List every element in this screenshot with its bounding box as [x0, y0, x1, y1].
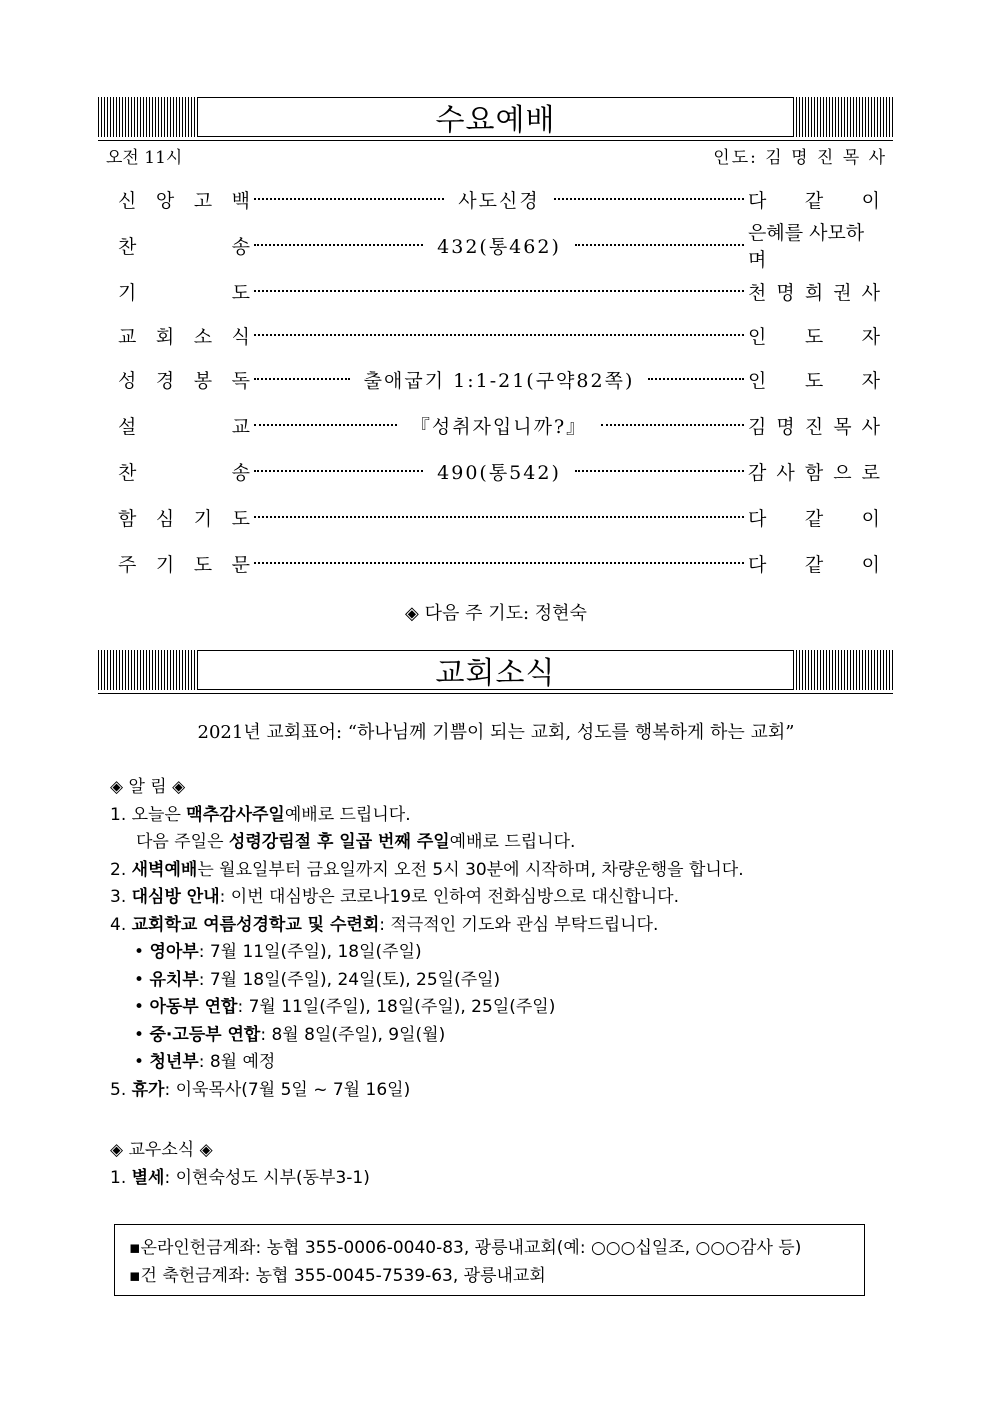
- worship-row: [118, 548, 880, 578]
- member-news-heading: ◈ 교우소식 ◈: [110, 1140, 213, 1160]
- worship-row-item: 사도신경: [458, 189, 540, 212]
- header-stripes-right: [793, 97, 893, 137]
- notice-4-sub-2: • 아동부 연합: 7월 11일(주일), 18일(주일), 25일(주일): [134, 997, 556, 1017]
- worship-row-person: 감 사 함 으 로: [748, 461, 880, 484]
- worship-row-label: 찬 송: [118, 235, 250, 258]
- notice-1: 1. 오늘은 맥추감사주일예배로 드립니다.: [110, 804, 411, 825]
- header-stripes-left: [98, 97, 198, 137]
- worship-title: 수요예배: [198, 97, 793, 137]
- building-offering-account: ▪건 축헌금계좌: 농협 355-0045-7539-63, 광릉내교회: [129, 1266, 546, 1286]
- notice-4-sub-0: • 영아부: 7월 11일(주일), 18일(주일): [134, 942, 422, 962]
- worship-row-person: 다 같 이: [748, 507, 880, 530]
- worship-row-person: 인 도 자: [748, 369, 880, 392]
- worship-row-item: 출애굽기 1:1-21(구약82쪽): [363, 369, 635, 392]
- leader-dots: [254, 516, 744, 518]
- leader-dots: [254, 470, 423, 472]
- leader-dots: [554, 198, 744, 200]
- news-header-bar: [98, 650, 893, 690]
- leader-dots: [648, 378, 744, 380]
- offering-accounts-box: [114, 1224, 865, 1296]
- notice-1-next: 다음 주일은 성령강림절 후 일곱 번째 주일예배로 드립니다.: [136, 832, 576, 852]
- news-title: 교회소식: [198, 650, 793, 690]
- notice-5: 5. 휴가: 이욱목사(7월 5일 ~ 7월 16일): [110, 1079, 411, 1100]
- worship-row-label: 설 교: [118, 415, 250, 438]
- notice-4: 4. 교회학교 여름성경학교 및 수련회: 적극적인 기도와 관심 부탁드립니다.: [110, 914, 659, 935]
- worship-row: [118, 364, 880, 394]
- worship-row-item: 432(통462): [437, 235, 561, 258]
- leader-dots: [254, 334, 744, 336]
- worship-row-label: 함 심 기 도: [118, 507, 250, 530]
- worship-header-bar: [98, 97, 893, 137]
- worship-row: [118, 502, 880, 532]
- leader-dots: [254, 198, 444, 200]
- notices-heading: ◈ 알 림 ◈: [110, 777, 186, 797]
- notice-2: 2. 새벽예배는 월요일부터 금요일까지 오전 5시 30분에 시작하며, 차량운행을 합니다.: [110, 859, 744, 880]
- worship-row: [118, 222, 880, 271]
- worship-row-label: 신 앙 고 백: [118, 189, 250, 212]
- worship-row-label: 기 도: [118, 281, 250, 304]
- worship-row-item: 『성취자입니까?』: [410, 415, 588, 438]
- notice-3: 3. 대심방 안내: 이번 대심방은 코로나19로 인하여 전화심방으로 대신합니다.: [110, 887, 679, 907]
- worship-time: 오전 11시: [106, 148, 183, 168]
- worship-row-label: 주 기 도 문: [118, 553, 250, 576]
- worship-row: [118, 276, 880, 306]
- notice-4-sub-1: • 유치부: 7월 18일(주일), 24일(토), 25일(주일): [134, 969, 501, 990]
- next-week-prayer: ◈ 다음 주 기도: 정현숙: [405, 603, 587, 624]
- notice-4-sub-4: • 청년부: 8월 예정: [134, 1052, 276, 1072]
- leader-dots: [254, 290, 744, 292]
- worship-row-person: 은혜를 사모하며: [748, 222, 865, 271]
- header-stripes-left: [98, 650, 198, 690]
- worship-row: [118, 184, 880, 214]
- worship-row-person: 천 명 희 권 사: [748, 281, 880, 304]
- leader-dots: [254, 378, 350, 380]
- worship-row: [118, 456, 880, 486]
- leader-dots: [254, 244, 423, 246]
- leader-dots: [254, 424, 397, 426]
- worship-row: [118, 410, 880, 440]
- worship-row-person: 다 같 이: [748, 553, 880, 576]
- member-news-1: 1. 별세: 이현숙성도 시부(동부3-1): [110, 1167, 370, 1188]
- worship-row-person: 인 도 자: [748, 325, 880, 348]
- leader-dots: [575, 244, 744, 246]
- member-news-section: [110, 1137, 890, 1192]
- worship-row-person: 다 같 이: [748, 189, 880, 212]
- leader-dots: [254, 562, 744, 564]
- worship-row: [118, 320, 880, 350]
- worship-row-item: 490(통542): [437, 461, 561, 484]
- header-stripes-right: [793, 650, 893, 690]
- online-offering-account: ▪온라인헌금계좌: 농협 355-0006-0040-83, 광릉내교회(예: ○○○십일조, ○○○감사 등): [129, 1238, 802, 1258]
- worship-leader: 인도: 김 명 진 목 사: [713, 148, 887, 168]
- header-underline: [98, 693, 893, 694]
- notice-4-sub-3: • 중·고등부 연합: 8월 8일(주일), 9일(월): [134, 1024, 446, 1045]
- worship-row-label: 찬 송: [118, 461, 250, 484]
- worship-row-person: 김 명 진 목 사: [748, 415, 880, 438]
- leader-dots: [575, 470, 744, 472]
- church-motto: 2021년 교회표어: “하나님께 기쁨이 되는 교회, 성도를 행복하게 하는 교회”: [197, 722, 795, 743]
- notices-section: [110, 774, 890, 1104]
- worship-row-label: 성 경 봉 독: [118, 369, 250, 392]
- worship-row-label: 교 회 소 식: [118, 325, 250, 348]
- header-underline: [98, 140, 893, 141]
- leader-dots: [601, 424, 744, 426]
